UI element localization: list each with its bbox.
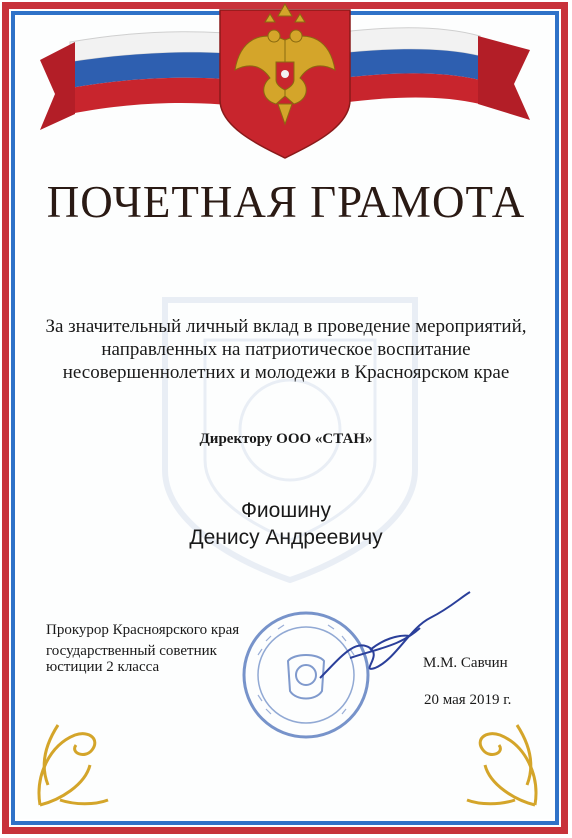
signer-rank-line-2: юстиции 2 класса: [46, 659, 160, 675]
certificate-title: ПОЧЕТНАЯ ГРАМОТА: [46, 177, 526, 227]
signer-rank-line-1: государственный советник: [46, 643, 217, 659]
signer-title: Прокурор Красноярского края: [46, 622, 240, 638]
signer-rank: [46, 643, 276, 675]
issue-date: 20 мая 2019 г.: [424, 692, 512, 708]
award-reason-line-2: направленных на патриотическое воспитание: [101, 339, 471, 360]
award-reason-line-3: несовершеннолетних и молодежи в Красноярском крае: [62, 362, 510, 383]
ornament-corner-icon: [460, 705, 545, 815]
flag-ribbon-icon: [0, 0, 572, 160]
signature-icon: [310, 588, 480, 698]
award-reason-line-1: За значительный личный вклад в проведение мероприятий,: [45, 316, 527, 337]
recipient-given-name: Денису Андреевичу: [189, 526, 383, 549]
signer-name: М.М. Савчин: [423, 655, 508, 671]
coat-of-arms-icon: [220, 4, 350, 158]
recipient-position: Директору ООО «СТАН»: [199, 431, 373, 447]
recipient-surname: Фиошину: [240, 499, 332, 522]
ornament-corner-icon: [30, 705, 115, 815]
award-reason: [0, 315, 572, 384]
